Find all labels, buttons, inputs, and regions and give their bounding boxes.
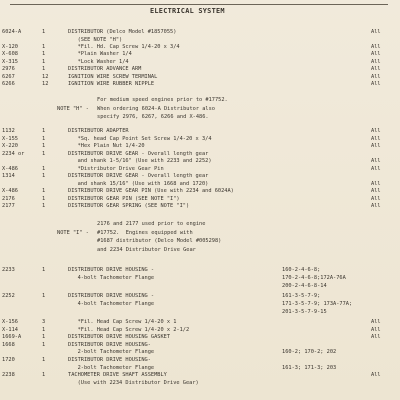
part-number: 6024-A [2,29,22,35]
note-i-label: NOTE "I" - [57,230,89,236]
quantity: 1 [42,58,46,65]
description: and shank 1-5/16" (Use with 2233 and 2252) [68,158,212,164]
part-number: 2177 [2,203,15,209]
all-models: All [371,158,381,164]
part-number: X-486 [2,165,18,172]
note-h-line: When ordering 6024-A Distributor also [97,105,215,112]
description: and shank 15/16" (Use with 1668 and 1720) [68,180,209,187]
table-row [0,308,400,317]
description: (Use with 2234 Distributor Drive Gear) [68,379,199,386]
applicable-models: 200-2-4-6-8-14 [282,283,327,289]
part-number: X-220 [2,143,18,149]
description: 2-bolt Tachometer Flange [68,364,155,371]
all-models: All [371,180,381,187]
all-models: All [371,188,381,194]
quantity: 1 [42,195,46,202]
part-number: 2976 [2,66,15,72]
part-number: 1668 [2,341,15,348]
quantity: 1 [42,326,46,333]
applicable-models: 161-3; 171-3; 203 [282,364,337,371]
quantity: 1 [42,293,46,299]
part-number: X-608 [2,51,18,57]
all-models: All [371,203,381,209]
description: DISTRIBUTOR DRIVE HOUSING - [68,267,155,273]
section-header [0,0,400,20]
note-i-line: #1687 distributor (Delco Model #005298) [97,238,222,244]
description: *Plain Washer 1/4 [68,51,132,57]
section-title: ELECTRICAL SYSTEM [150,7,225,15]
note-i-line: 2176 and 2177 used prior to engine [97,221,206,227]
applicable-models: 171-3-5-7-9; 173A-77A; [282,301,353,307]
note-h-line: For medium speed engines prior to #17752. [97,97,228,103]
quantity: 1 [42,173,46,179]
quantity: 1 [42,143,46,149]
note-i-line: and 2234 Distributor Drive Gear [97,246,196,253]
all-models: All [371,58,381,65]
all-models: All [371,195,381,202]
part-number: 2252 [2,293,15,299]
part-number: 6267 [2,73,15,80]
part-number: 6266 [2,81,15,87]
description: DISTRIBUTOR DRIVE GEAR - Overall length gear [68,150,209,157]
applicable-models: 160-2; 170-2; 202 [282,349,337,355]
all-models: All [371,81,381,87]
part-number: 1669-A [2,334,22,340]
all-models: All [371,372,381,378]
note-i-line: #17752. Engines equipped with [97,229,193,236]
description: DISTRIBUTOR (Delco Model #1857055) [68,29,177,35]
description: (SEE NOTE "H") [68,36,123,43]
quantity: 1 [42,43,46,50]
description: IGNITION WIRE RUBBER NIPPLE [68,81,155,87]
all-models: All [371,73,381,80]
description: DISTRIBUTOR DRIVE HOUSING- [68,356,151,363]
quantity: 3 [42,319,46,325]
description: DISTRIBUTOR DRIVE HOUSING GASKET [68,334,171,340]
applicable-models: 161-3-5-7-9; [282,293,321,299]
all-models: All [371,165,381,172]
description: 4-bolt Tachometer Flange [68,275,155,281]
part-number: 1132 [2,128,15,134]
table-row [0,379,400,388]
all-models: All [371,66,381,72]
note-h-label: NOTE "H" - [57,106,89,112]
description: DISTRIBUTOR DRIVE GEAR - Overall length gear [68,173,209,179]
quantity: 1 [42,165,46,172]
description: *Fil. Head Cap Screw 1/4-20 x 1 [68,319,177,325]
all-models: All [371,143,381,149]
part-number: 2234 or [2,150,25,157]
description: 4-bolt Tachometer Flange [68,301,155,307]
quantity: 1 [42,188,46,194]
table-row [0,202,400,211]
description: DISTRIBUTOR ADVANCE ARM [68,66,142,72]
all-models: All [371,43,381,50]
quantity: 1 [42,128,46,134]
description: DISTRIBUTOR ADAPTER [68,128,129,134]
part-number: X-156 [2,319,18,325]
part-number: 2176 [2,195,15,202]
quantity: 1 [42,135,46,142]
quantity: 12 [42,73,49,80]
description: IGNITION WIRE SCREW TERMINAL [68,73,158,80]
description: *Sq. head Cap Point Set Screw 1/4-20 x 3/4 [68,135,212,142]
quantity: 1 [42,51,46,57]
part-number: X-315 [2,58,18,65]
part-number: 1720 [2,356,15,363]
part-number: X-114 [2,326,18,333]
note-h-line: specify 2976, 6267, 6266 and X-486. [97,114,209,120]
quantity: 1 [42,356,46,363]
quantity: 1 [42,341,46,348]
all-models: All [371,128,381,134]
part-number: X-155 [2,135,18,142]
quantity: 1 [42,372,46,378]
part-number: 2233 [2,267,15,273]
note-i [0,220,400,253]
description: DISTRIBUTOR DRIVE GEAR PIN (Use with 2234 and 6024A) [68,188,234,194]
table-row [0,80,400,89]
applicable-models: 160-2-4-6-8; [282,267,321,273]
part-number: X-120 [2,43,18,50]
all-models: All [371,29,381,35]
all-models: All [371,326,381,333]
description: DISTRIBUTOR GEAR SPRING (SEE NOTE "I") [68,203,190,209]
all-models: All [371,319,381,325]
applicable-models: 201-3-5-7-9-15 [282,309,327,315]
quantity: 1 [42,267,46,273]
quantity: 1 [42,203,46,209]
description: *Distributor Drive Gear Pin [68,165,164,172]
all-models: All [371,51,381,57]
part-number: 1314 [2,173,15,179]
note-h [0,96,400,123]
quantity: 1 [42,29,46,35]
description: 2-bolt Tachometer Flange [68,349,155,355]
all-models: All [371,334,381,340]
part-number: 2238 [2,372,15,378]
table-row [0,282,400,291]
quantity: 12 [42,81,49,87]
description: *Fil. Hd. Cap Screw 1/4-20 x 3/4 [68,43,180,50]
description: *Hex Plain Nut 1/4-20 [68,143,145,149]
quantity: 1 [42,334,46,340]
header-rule [10,4,388,5]
part-number: X-486 [2,188,18,194]
all-models: All [371,135,381,142]
description: *Fil. Head Cap Screw 1/4-20 x 2-1/2 [68,326,190,333]
description: DISTRIBUTOR GEAR PIN (SEE NOTE "I") [68,195,180,202]
description: DISTRIBUTOR DRIVE HOUSING- [68,341,151,348]
quantity: 1 [42,150,46,157]
quantity: 1 [42,66,46,72]
description: *Lock Washer 1/4 [68,58,129,65]
description: TACHOMETER DRIVE SHAFT ASSEMBLY [68,372,167,378]
applicable-models: 170-2-4-6-8;172A-76A [282,275,346,281]
description: DISTRIBUTOR DRIVE HOUSING - [68,293,155,299]
